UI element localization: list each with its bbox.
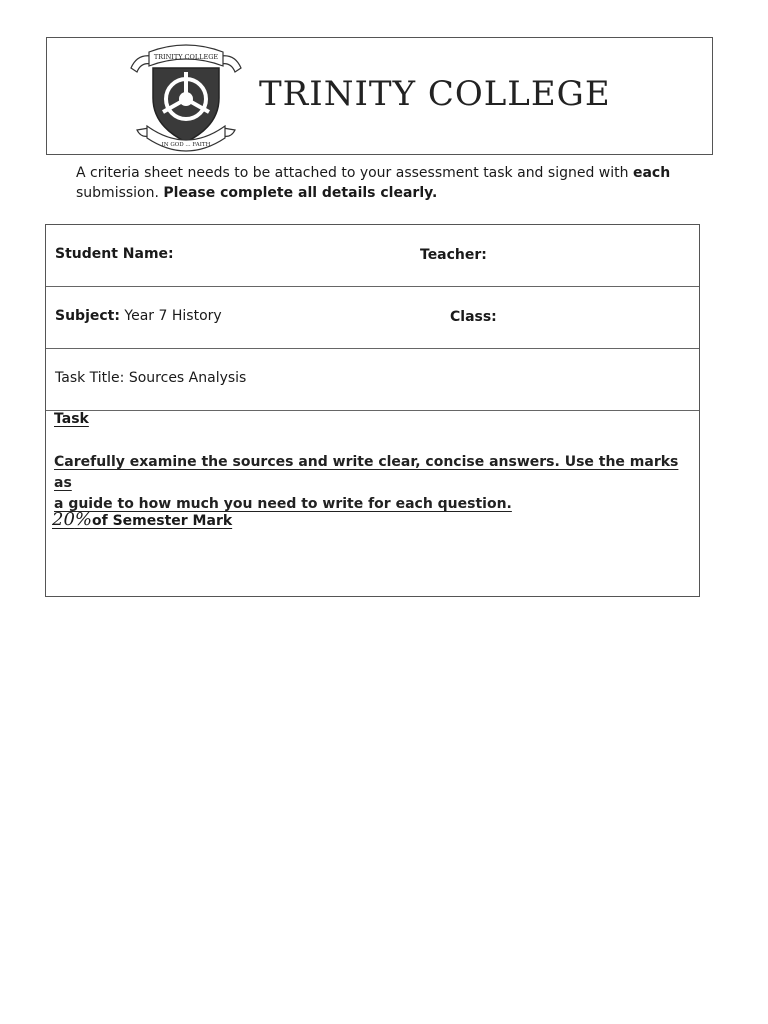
crest-banner-text: TRINITY COLLEGE xyxy=(153,53,219,61)
task-heading: Task xyxy=(54,411,89,427)
student-name-field[interactable] xyxy=(55,246,174,262)
weight-number: 20 xyxy=(52,509,75,530)
class-field[interactable] xyxy=(450,309,497,325)
class-label: Class: xyxy=(450,309,497,325)
subject-value: Year 7 History xyxy=(124,308,222,324)
teacher-label: Teacher: xyxy=(420,247,487,263)
intro-line1-bold: each xyxy=(632,165,671,181)
form-row-task-title xyxy=(46,349,699,411)
college-crest-logo xyxy=(127,42,245,154)
task-title-value: Sources Analysis xyxy=(128,370,247,386)
weight-percent-sign: % xyxy=(74,509,93,530)
college-name: TRINITY COLLEGE xyxy=(259,74,611,114)
task-title-label: Task Title: xyxy=(55,370,125,386)
header-box xyxy=(46,37,713,155)
form-row-student xyxy=(46,225,699,287)
subject-field[interactable] xyxy=(55,308,222,324)
form-row-subject xyxy=(46,287,699,349)
crest-motto-text: IN GOD ... FAITH xyxy=(161,142,211,148)
intro-line2: submission. xyxy=(76,185,159,201)
weight-text: of Semester Mark xyxy=(92,513,233,529)
task-line2: a guide to how much you need to write for each question. xyxy=(54,496,512,512)
criteria-form xyxy=(45,224,700,597)
intro-line2-bold: Please complete all details clearly. xyxy=(163,185,438,201)
instructions-text xyxy=(76,163,706,203)
student-name-label: Student Name: xyxy=(55,246,174,262)
task-line1: Carefully examine the sources and write clear, concise answers. Use the marks as xyxy=(54,454,679,491)
intro-line1: A criteria sheet needs to be attached to your assessment task and signed with xyxy=(76,165,629,181)
task-description xyxy=(54,452,694,515)
task-title-field[interactable] xyxy=(55,370,246,386)
semester-weight xyxy=(52,509,232,530)
teacher-field[interactable] xyxy=(420,247,487,263)
subject-label: Subject: xyxy=(55,308,120,324)
